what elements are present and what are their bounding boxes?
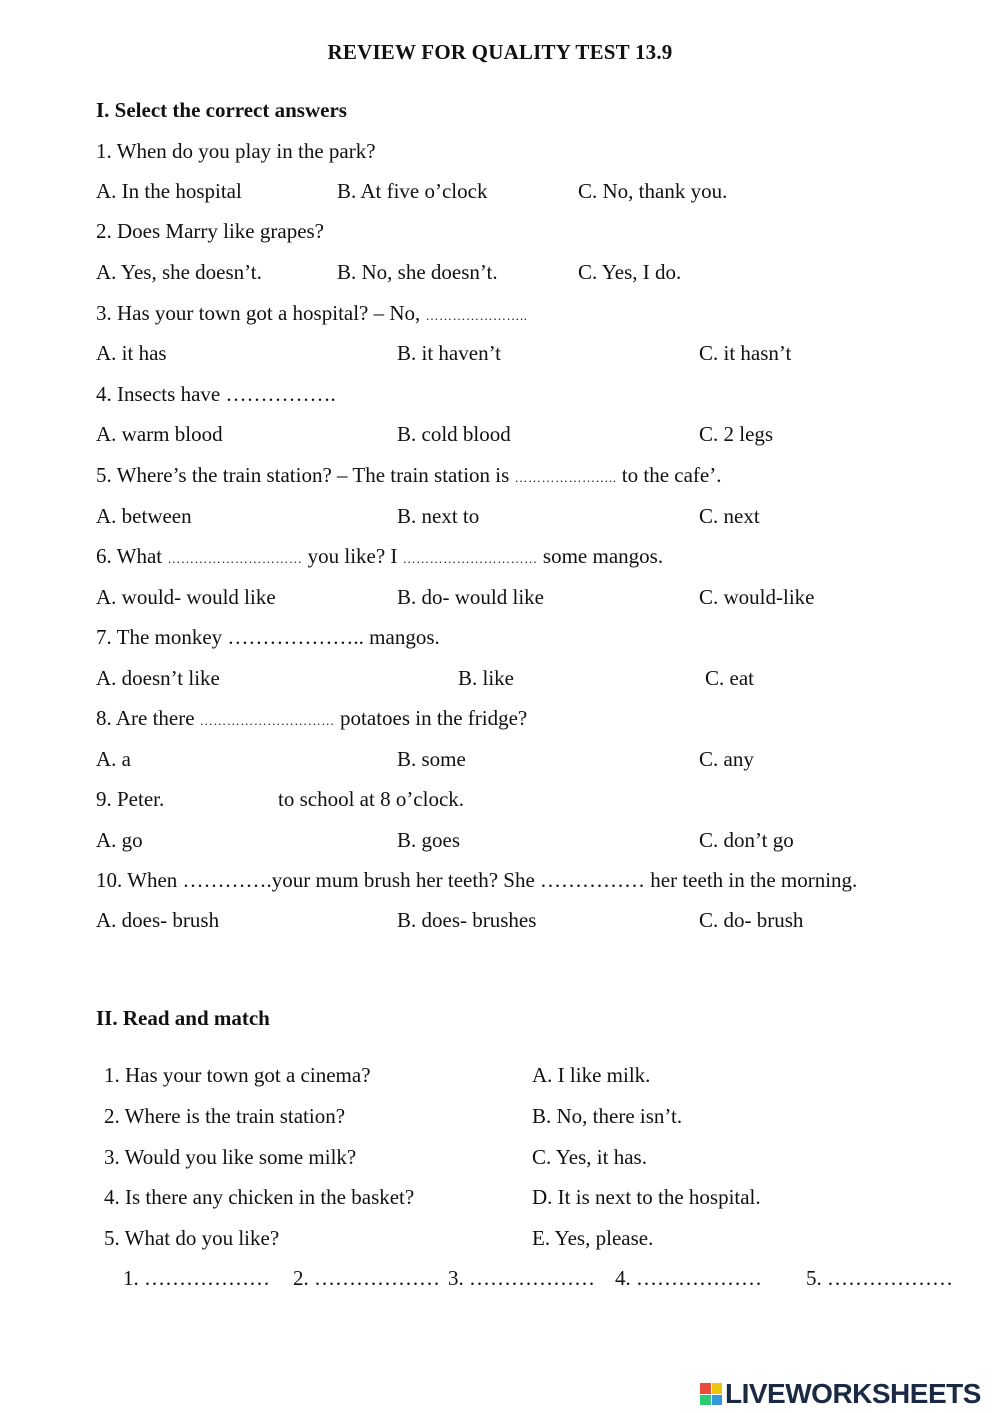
question-3 [96, 303, 528, 324]
question-4: 4. Insects have ……………. [96, 382, 336, 406]
question-5-text-end: to the cafe’. [616, 463, 722, 487]
q8-option-a: A. a [96, 747, 131, 771]
question-6 [96, 546, 663, 567]
liveworksheets-logo[interactable] [700, 1380, 996, 1408]
q10-option-c: C. do- brush [699, 908, 804, 932]
q1-option-c: C. No, thank you. [578, 179, 728, 203]
q5-option-c: C. next [699, 504, 760, 528]
page-title: REVIEW FOR QUALITY TEST 13.9 [327, 40, 673, 64]
answer-blank-5-text: 5. ……………… [806, 1266, 953, 1290]
q7-option-a: A. doesn’t like [96, 666, 220, 690]
match-question-2: 2. Where is the train station? [104, 1104, 346, 1128]
q6-option-a: A. would- would like [96, 585, 276, 609]
question-7: 7. The monkey ……………….. mangos. [96, 625, 440, 649]
q6-option-c: C. would-like [699, 585, 815, 609]
question-9-text-end: to school at 8 o’clock. [278, 787, 465, 811]
q6-option-b: B. do- would like [397, 585, 544, 609]
question-8-text: 8. Are there [96, 706, 200, 730]
question-6-text-mid: you like? I [302, 544, 403, 568]
match-answer-e: E. Yes, please. [532, 1226, 654, 1250]
match-question-1: 1. Has your town got a cinema? [104, 1063, 371, 1087]
question-6-text: 6. What [96, 544, 168, 568]
q10-option-b: B. does- brushes [397, 908, 537, 932]
section2-heading: II. Read and match [96, 1006, 270, 1030]
question-6-text-end: some mangos. [537, 544, 664, 568]
q7-option-b: B. like [458, 666, 514, 690]
answer-blank-4[interactable] [615, 1268, 762, 1289]
q10-option-a: A. does- brush [96, 908, 220, 932]
match-answer-b: B. No, there isn’t. [532, 1104, 683, 1128]
q3-option-b: B. it haven’t [397, 341, 502, 365]
q2-option-a: A. Yes, she doesn’t. [96, 260, 262, 284]
q5-option-a: A. between [96, 504, 192, 528]
answer-blank-3-text: 3. ……………… [448, 1266, 595, 1290]
blank: ………………….. [425, 308, 528, 323]
match-answer-c: C. Yes, it has. [532, 1145, 647, 1169]
q9-option-b: B. goes [397, 828, 460, 852]
q4-option-b: B. cold blood [397, 422, 511, 446]
answer-blank-2[interactable] [293, 1268, 440, 1289]
answer-blank-2-text: 2. ……………… [293, 1266, 440, 1290]
q4-option-a: A. warm blood [96, 422, 223, 446]
q8-option-b: B. some [397, 747, 466, 771]
q8-option-c: C. any [699, 747, 754, 771]
q2-option-b: B. No, she doesn’t. [337, 260, 498, 284]
match-answer-d: D. It is next to the hospital. [532, 1185, 761, 1209]
answer-blank-4-text: 4. ……………… [615, 1266, 762, 1290]
blank: ………………………… [167, 551, 303, 566]
q2-option-c: C. Yes, I do. [578, 260, 682, 284]
logo-blocks-icon [700, 1383, 722, 1405]
blank: ………………….. [514, 470, 617, 485]
match-question-4: 4. Is there any chicken in the basket? [104, 1185, 415, 1209]
answer-blank-1-text: 1. ……………… [123, 1266, 270, 1290]
answer-blank-3[interactable] [448, 1268, 595, 1289]
q9-option-a: A. go [96, 828, 143, 852]
q5-option-b: B. next to [397, 504, 480, 528]
q1-option-a: A. In the hospital [96, 179, 242, 203]
match-question-5: 5. What do you like? [104, 1226, 280, 1250]
q1-option-b: B. At five o’clock [337, 179, 488, 203]
match-question-3: 3. Would you like some milk? [104, 1145, 357, 1169]
question-2: 2. Does Marry like grapes? [96, 219, 325, 243]
logo-text: LIVEWORKSHEETS [725, 1378, 981, 1409]
section1-heading: I. Select the correct answers [96, 98, 347, 122]
blank: ………………………… [402, 551, 538, 566]
question-10: 10. When ………….your mum brush her teeth? She …………… her teeth in the morning. [96, 868, 858, 892]
answer-blank-1[interactable] [123, 1268, 270, 1289]
q3-option-c: C. it hasn’t [699, 341, 792, 365]
question-1: 1. When do you play in the park? [96, 139, 376, 163]
question-3-text: 3. Has your town got a hospital? – No, [96, 301, 426, 325]
q4-option-c: C. 2 legs [699, 422, 774, 446]
question-5 [96, 465, 722, 486]
question-8-text-end: potatoes in the fridge? [334, 706, 528, 730]
question-8 [96, 708, 527, 729]
blank: ………………………… [199, 713, 335, 728]
question-9: 9. Peter. [96, 787, 165, 811]
q3-option-a: A. it has [96, 341, 167, 365]
question-5-text: 5. Where’s the train station? – The train station is [96, 463, 515, 487]
q9-option-c: C. don’t go [699, 828, 794, 852]
answer-blank-5[interactable] [806, 1268, 953, 1289]
q7-option-c: C. eat [705, 666, 754, 690]
match-answer-a: A. I like milk. [532, 1063, 651, 1087]
